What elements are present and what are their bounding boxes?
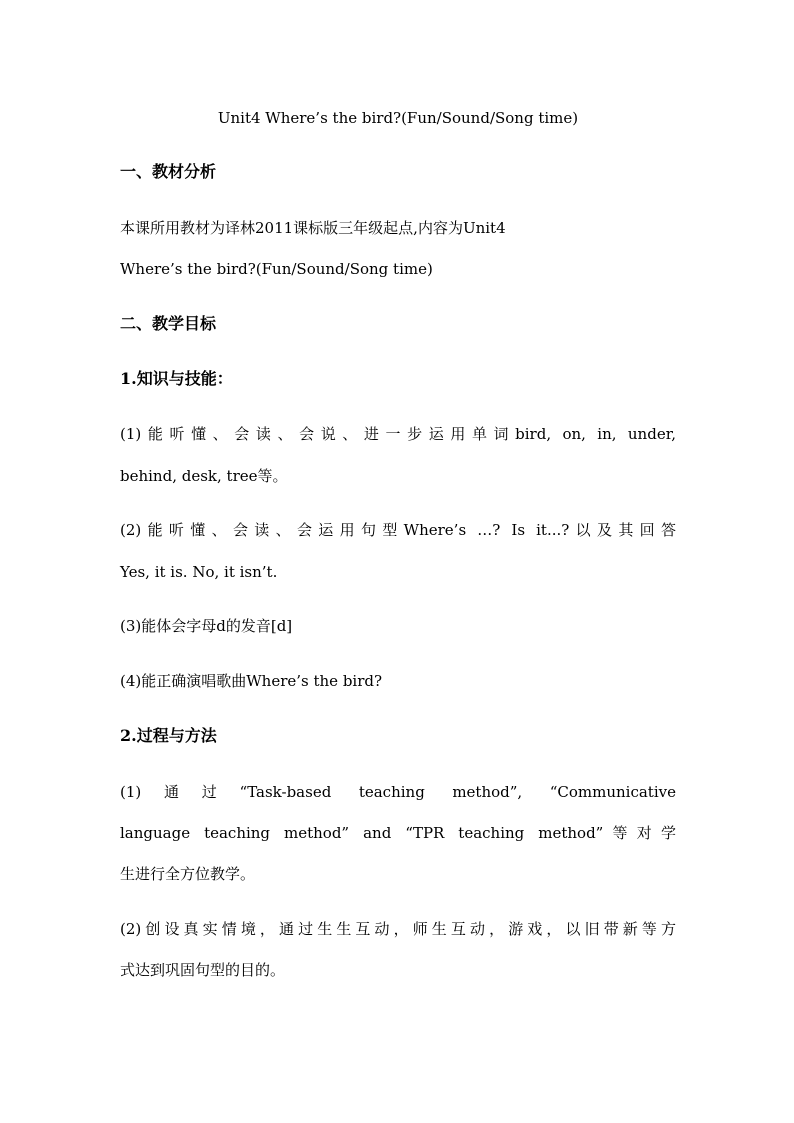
process-item-1-line-2: language teaching method” and “TPR teaching method”等对学 bbox=[120, 824, 676, 842]
knowledge-item-1-line-2: behind, desk, tree等。 bbox=[120, 467, 288, 485]
knowledge-item-2-line-1: (2)能听懂、会读、会运用句型Where’s …? Is it...?以及其回答 bbox=[120, 521, 676, 539]
process-item-2-line-1: (2)创设真实情境，通过生生互动，师生互动，游戏，以旧带新等方 bbox=[120, 920, 676, 938]
knowledge-item-3: (3)能体会字母d的发音[d] bbox=[120, 617, 293, 635]
document-title: Unit4 Where’s the bird?(Fun/Sound/Song time) bbox=[217, 109, 579, 127]
section-heading-textbook-analysis: 一、教材分析 bbox=[120, 162, 217, 181]
knowledge-item-2-line-2: Yes, it is. No, it isn’t. bbox=[120, 563, 278, 581]
process-item-1-line-1: (1)通过“Task-based teaching method”, “Communicative bbox=[120, 783, 676, 801]
knowledge-item-4: (4)能正确演唱歌曲Where’s the bird? bbox=[120, 672, 383, 690]
process-item-1-line-3: 生进行全方位教学。 bbox=[120, 865, 256, 883]
process-item-2-line-2: 式达到巩固句型的目的。 bbox=[120, 961, 286, 979]
textbook-analysis-line-2: Where’s the bird?(Fun/Sound/Song time) bbox=[120, 260, 433, 278]
knowledge-item-1-line-1: (1)能听懂、会读、会说、进一步运用单词bird, on, in, under, bbox=[120, 425, 676, 443]
subsection-heading-process-methods: 2.过程与方法 bbox=[120, 726, 217, 745]
section-heading-teaching-goals: 二、教学目标 bbox=[120, 314, 217, 333]
textbook-analysis-line-1: 本课所用教材为译林2011课标版三年级起点,内容为Unit4 bbox=[120, 219, 506, 237]
subsection-heading-knowledge-skills: 1.知识与技能： bbox=[120, 369, 233, 388]
